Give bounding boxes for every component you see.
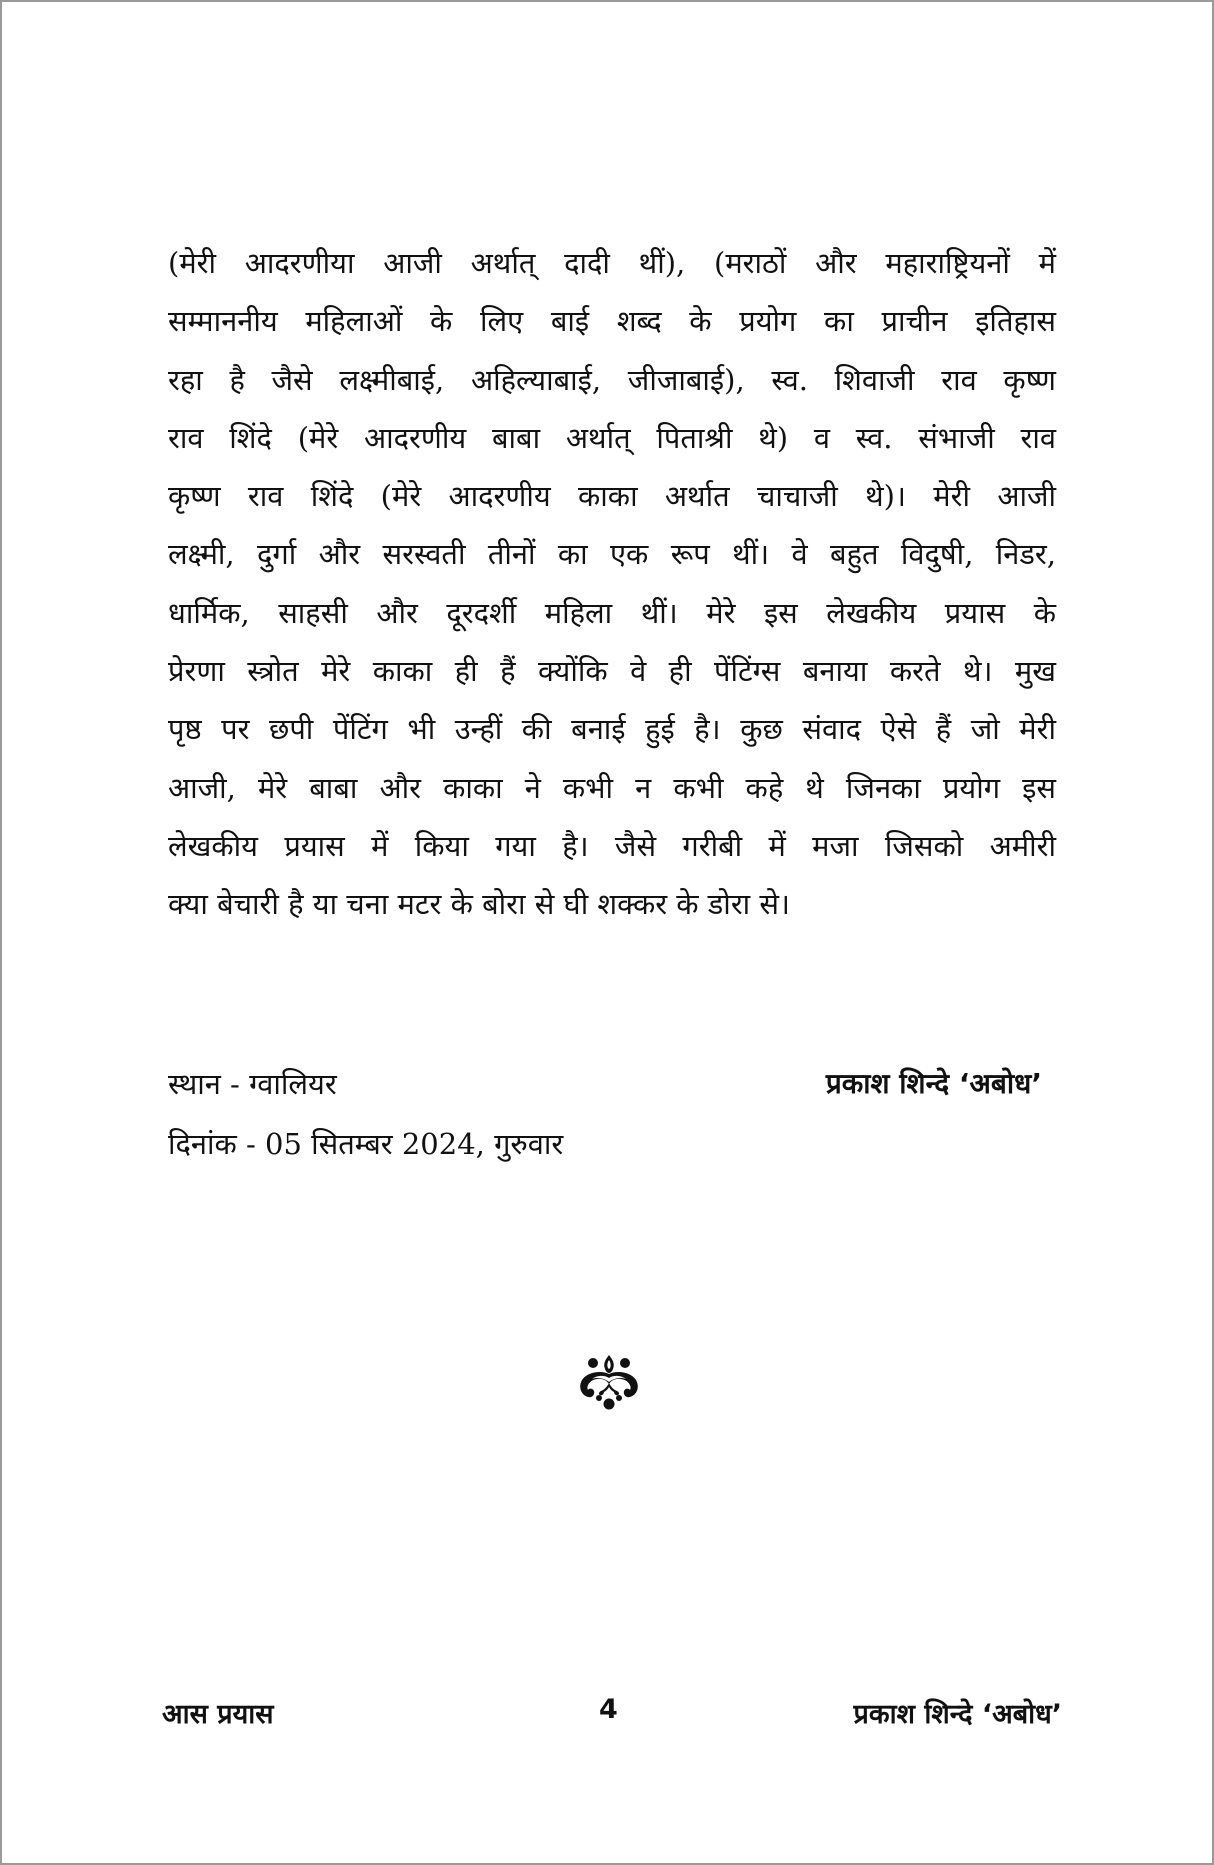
paragraph-line: कृष्ण राव शिंदे (मेरे आदरणीय काका अर्थात चाचाजी थे)। मेरी आजी: [168, 479, 1056, 514]
place-label: स्थान - ग्वालियर: [168, 1067, 337, 1101]
footer-author: प्रकाश शिन्दे ‘अबोध’: [853, 1699, 1062, 1730]
paragraph-line: लक्ष्मी, दुर्गा और सरस्वती तीनों का एक रूप थीं। वे बहुत विदुषी, निडर,: [168, 537, 1056, 572]
paragraph-line: (मेरी आदरणीया आजी अर्थात् दादी थीं), (मराठों और महाराष्ट्रियनों में: [168, 246, 1056, 280]
paragraph-line: राव शिंदे (मेरे आदरणीय बाबा अर्थात् पिताश्री थे) व स्व. संभाजी राव: [168, 420, 1056, 455]
footer-book-title: आस प्रयास: [162, 1699, 274, 1730]
body-paragraph: [168, 234, 1056, 934]
paragraph-line: धार्मिक, साहसी और दूरदर्शी महिला थीं। मेरे इस लेखकीय प्रयास के: [168, 595, 1056, 630]
place-signature-row: [168, 1064, 1056, 1114]
page-footer: [162, 1694, 1062, 1744]
paragraph-line: सम्माननीय महिलाओं के लिए बाई शब्द के प्रयोग का प्राचीन इतिहास: [168, 304, 1056, 339]
page-number: 4: [599, 1694, 618, 1725]
paragraph-line: क्या बेचारी है या चना मटर के बोरा से घी शक्कर के डोरा से।: [168, 887, 791, 922]
floral-ornament-icon: [577, 1354, 641, 1412]
author-signature: प्रकाश शिन्दे ‘अबोध’: [825, 1067, 1042, 1100]
paragraph-line: लेखकीय प्रयास में किया गया है। जैसे गरीबी में मजा जिसको अमीरी: [168, 828, 1056, 863]
paragraph-line: आजी, मेरे बाबा और काका ने कभी न कभी कहे थे जिनका प्रयोग इस: [168, 770, 1056, 805]
paragraph-line: रहा है जैसे लक्ष्मीबाई, अहिल्याबाई, जीजाबाई), स्व. शिवाजी राव कृष्ण: [168, 362, 1056, 397]
date-label: दिनांक - 05 सितम्बर 2024, गुरुवार: [168, 1127, 564, 1161]
paragraph-line: प्रेरणा स्त्रोत मेरे काका ही हैं क्योंकि वे ही पेंटिंग्स बनाया करते थे। मुख: [168, 654, 1056, 689]
paragraph-line: पृष्ठ पर छपी पेंटिंग भी उन्हीं की बनाई हुई है। कुछ संवाद ऐसे हैं जो मेरी: [168, 712, 1056, 747]
